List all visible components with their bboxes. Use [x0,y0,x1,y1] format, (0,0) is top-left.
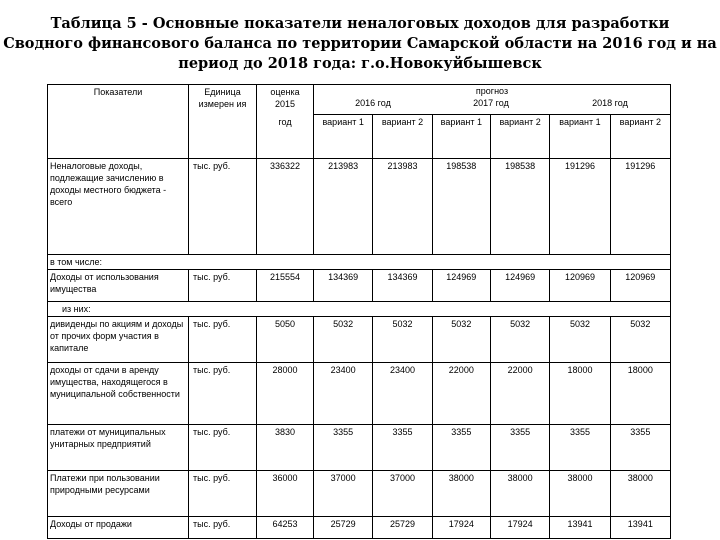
row-value: 124969 [490,270,549,302]
table-row [48,270,671,302]
row-value: 5032 [314,317,373,363]
row-value: 5032 [490,317,549,363]
row-name: доходы от сдачи в аренду имущества, находящегося в муниципальной собственности [48,363,189,425]
row-value: 28000 [257,363,314,425]
row-value: 17924 [432,517,490,539]
row-unit: тыс. руб. [189,425,257,471]
header-estimate: оценка 2015 [257,85,314,115]
row-value: 5032 [610,317,670,363]
row-value: 213983 [373,159,432,255]
row-value: 23400 [314,363,373,425]
row-value: 25729 [314,517,373,539]
title-line-3: период до 2018 года: г.о.Новокуйбышевск [178,55,542,72]
row-unit: тыс. руб. [189,471,257,517]
row-value: 191296 [550,159,610,255]
row-subheading: из них: [48,302,671,317]
row-name: Неналоговые доходы, подлежащие зачислению в доходы местного бюджета - всего [48,159,189,255]
row-unit: тыс. руб. [189,363,257,425]
row-value: 120969 [610,270,670,302]
table-row [48,363,671,425]
row-value: 198538 [490,159,549,255]
row-value: 5032 [373,317,432,363]
table-row [48,425,671,471]
table-row [48,317,671,363]
title-line-1: Таблица 5 - Основные показатели неналоговых доходов для разработки [50,15,670,32]
row-unit: тыс. руб. [189,317,257,363]
header-2018-v1: вариант 1 [550,115,610,159]
header-indicator: Показатели [48,85,189,159]
title-line-2: Сводного финансового баланса по территории Самарской области на 2016 год и на [3,35,717,52]
row-value: 124969 [432,270,490,302]
table-title [0,14,720,74]
row-subheading: в том числе: [48,255,671,270]
row-value: 23400 [373,363,432,425]
header-2017-v2: вариант 2 [490,115,549,159]
row-value: 120969 [550,270,610,302]
table-row [48,471,671,517]
row-value: 22000 [432,363,490,425]
row-value: 38000 [610,471,670,517]
row-name: платежи от муниципальных унитарных предприятий [48,425,189,471]
row-value: 5050 [257,317,314,363]
row-unit: тыс. руб. [189,517,257,539]
row-value: 38000 [490,471,549,517]
table-row [48,302,671,317]
row-value: 38000 [432,471,490,517]
header-estimate-year: год [257,115,314,159]
indicators-table [47,84,671,539]
table-row [48,159,671,255]
row-value: 18000 [550,363,610,425]
row-value: 198538 [432,159,490,255]
row-value: 3355 [550,425,610,471]
row-name: дивиденды по акциям и доходы от прочих форм участия в капитале [48,317,189,363]
row-value: 3355 [314,425,373,471]
row-value: 3355 [432,425,490,471]
header-2016-v1: вариант 1 [314,115,373,159]
row-value: 13941 [550,517,610,539]
header-unit: Единица измерен ия [189,85,257,159]
row-value: 3355 [610,425,670,471]
row-value: 17924 [490,517,549,539]
row-value: 25729 [373,517,432,539]
row-value: 215554 [257,270,314,302]
header-2016-v2: вариант 2 [373,115,432,159]
header-forecast: прогноз 2016 год 2017 год 2018 год [314,85,671,115]
row-value: 3830 [257,425,314,471]
row-value: 38000 [550,471,610,517]
header-2018-v2: вариант 2 [610,115,670,159]
row-value: 336322 [257,159,314,255]
row-value: 5032 [432,317,490,363]
row-name: Платежи при пользовании природными ресурсами [48,471,189,517]
row-value: 37000 [314,471,373,517]
row-value: 13941 [610,517,670,539]
table-row [48,517,671,539]
row-value: 18000 [610,363,670,425]
header-2018: 2018 год [592,98,628,108]
row-value: 213983 [314,159,373,255]
header-2017: 2017 год [473,98,509,108]
header-2017-v1: вариант 1 [432,115,490,159]
row-value: 22000 [490,363,549,425]
row-value: 36000 [257,471,314,517]
row-value: 3355 [373,425,432,471]
row-name: Доходы от использования имущества [48,270,189,302]
table-row [48,255,671,270]
row-unit: тыс. руб. [189,270,257,302]
row-unit: тыс. руб. [189,159,257,255]
header-2016: 2016 год [355,98,391,108]
row-value: 134369 [314,270,373,302]
row-value: 5032 [550,317,610,363]
row-value: 134369 [373,270,432,302]
row-value: 191296 [610,159,670,255]
row-value: 64253 [257,517,314,539]
row-name: Доходы от продажи [48,517,189,539]
row-value: 37000 [373,471,432,517]
row-value: 3355 [490,425,549,471]
